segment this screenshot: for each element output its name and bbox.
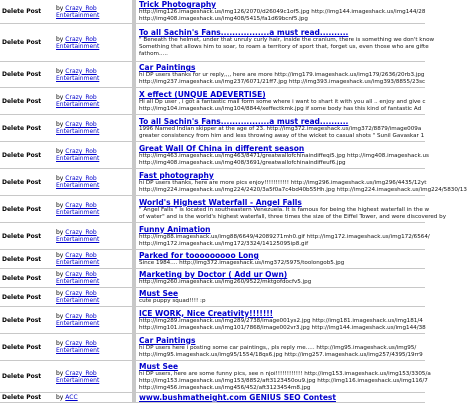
- post-title-link[interactable]: Great Wall Of China in different season: [139, 143, 305, 153]
- post-content: [136, 250, 425, 269]
- post-excerpt: hi DP users, here are some funny pics, see n njoi!!!!!!!!!!!! http://img153.imageshack.us/img153/3305/a: [139, 370, 431, 377]
- post-author: [54, 88, 132, 115]
- forum-link[interactable]: Entertainment: [56, 209, 100, 216]
- post-title-link[interactable]: Car Paintings: [139, 335, 196, 345]
- post-author: [54, 223, 132, 250]
- post-excerpt: http://img260.imageshack.us/img260/9522/mktgofdocfv5.jpg: [139, 279, 312, 285]
- author-link[interactable]: Crazy_Rob: [65, 94, 97, 101]
- post-excerpt: http://img408.imageshack.us/img408/3691/greatwallofchinaindiffeuf6.jpg: [139, 159, 346, 166]
- by-label: by: [56, 67, 64, 75]
- post-row: [0, 250, 425, 269]
- forum-link[interactable]: Entertainment: [56, 297, 100, 304]
- post-excerpt: " Angel Falls " is located in southeastern Venezuela. It is famous for being the highest waterfall in the w: [139, 206, 430, 213]
- delete-post-button[interactable]: Delete Post: [0, 62, 54, 88]
- post-excerpt: " Beneath the helmet, under that unruly curly hair, inside the cranium, there is something we don't know: [139, 36, 435, 43]
- post-excerpt: http://img172.imageshack.us/img172/3324/14125095ip8.gif: [139, 240, 309, 247]
- by-label: by: [56, 229, 64, 236]
- author-link[interactable]: Crazy_Rob: [65, 175, 97, 182]
- by-label: by: [56, 202, 64, 209]
- post-row: [0, 223, 425, 250]
- post-author: [54, 0, 132, 24]
- post-author: [54, 288, 132, 307]
- post-excerpt: http://img463.imageshack.us/img463/8471/greatwallofchinaindiffeqi5.jpg http://img408.imageshack.us: [139, 152, 429, 159]
- post-title-link[interactable]: Must See: [139, 289, 179, 298]
- author-link[interactable]: Crazy_Rob: [65, 4, 97, 12]
- delete-post-button[interactable]: Delete Post: [0, 269, 54, 288]
- author-link[interactable]: Crazy_Rob: [65, 340, 97, 347]
- by-label: by: [56, 35, 64, 43]
- author-link[interactable]: Crazy_Rob: [65, 35, 97, 43]
- post-excerpt: http://img408.imageshack.us/img408/5415/fa1d69bcnf5.jpg: [139, 16, 308, 22]
- forum-link[interactable]: Entertainment: [56, 320, 100, 327]
- by-label: by: [56, 394, 64, 401]
- forum-link[interactable]: Entertainment: [56, 278, 100, 285]
- post-content: [136, 142, 429, 169]
- post-content: [136, 223, 430, 250]
- delete-post-button[interactable]: Delete Post: [0, 142, 54, 169]
- post-author: [54, 196, 132, 223]
- delete-post-button[interactable]: Delete Post: [0, 0, 54, 24]
- post-author: [54, 393, 132, 403]
- author-link[interactable]: ACC: [65, 394, 78, 401]
- delete-post-button[interactable]: Delete Post: [0, 334, 54, 361]
- post-title-link[interactable]: Marketing by Doctor ( Add ur Own): [139, 270, 288, 279]
- post-author: [54, 142, 132, 169]
- by-label: by: [56, 340, 64, 347]
- forum-link[interactable]: Entertainment: [56, 347, 100, 354]
- post-author: [54, 334, 132, 361]
- post-title-link[interactable]: ICE WORK, Nice Creativity!!!!!!!: [139, 308, 274, 318]
- post-row: [0, 115, 425, 142]
- post-excerpt: http://img224.imageshack.us/img224/2420/3a5f0a7c4bd40b55Hh.jpg http://img224.imageshack.us/img224/5830/13: [139, 186, 467, 193]
- delete-post-button[interactable]: Delete Post: [0, 115, 54, 142]
- delete-post-button[interactable]: Delete Post: [0, 223, 54, 250]
- post-title-link[interactable]: Funny Animation: [139, 224, 211, 234]
- post-excerpt: cute puppy squad!!!! :p: [139, 298, 206, 304]
- by-label: by: [56, 290, 64, 297]
- by-label: by: [56, 94, 64, 101]
- delete-post-button[interactable]: Delete Post: [0, 361, 54, 393]
- post-title-link[interactable]: www.bushmatheight.com GENIUS SEO Contest: [139, 393, 336, 402]
- author-link[interactable]: Crazy_Rob: [65, 290, 97, 297]
- post-row: [0, 88, 425, 115]
- post-row: [0, 269, 425, 288]
- by-label: by: [56, 252, 64, 259]
- post-excerpt: Hi all Dp user , i got a fantastic mail form some where i want to shart it with you all .. enjoy and give c: [139, 98, 426, 105]
- post-title-link[interactable]: Parked for tooooooooo Long: [139, 251, 259, 260]
- post-content: [136, 334, 425, 361]
- post-excerpt: http://img101.imageshack.us/img101/7868/image002vr3.jpg http://img144.imageshack.us/img144/38: [139, 324, 426, 331]
- delete-post-button[interactable]: Delete Post: [0, 169, 54, 196]
- post-author: [54, 250, 132, 269]
- post-content: [136, 307, 425, 334]
- forum-link[interactable]: Entertainment: [56, 155, 100, 162]
- post-row: [0, 169, 425, 196]
- post-content: [136, 24, 435, 62]
- forum-link[interactable]: Entertainment: [56, 259, 100, 266]
- post-content: [136, 115, 425, 142]
- post-content: [136, 361, 431, 393]
- post-row: [0, 0, 425, 24]
- post-content: [136, 88, 425, 115]
- post-content: [136, 169, 467, 196]
- post-author: [54, 115, 132, 142]
- post-excerpt: Since 1984.... http://img372.imageshack.us/img372/5975/toolongob5.jpg: [139, 260, 345, 266]
- by-label: by: [56, 121, 64, 128]
- author-link[interactable]: Crazy_Rob: [65, 148, 97, 155]
- delete-post-button[interactable]: Delete Post: [0, 24, 54, 62]
- post-title-link[interactable]: Car Paintings: [139, 63, 196, 72]
- post-title-link[interactable]: X effect (UNQUE ADEVERTISE): [139, 89, 266, 99]
- post-excerpt: http://img88.imageshack.us/img88/6649/42089271mh0.gif http://img172.imageshack.us/img172/6564/: [139, 233, 430, 240]
- post-title-link[interactable]: Trick Photography: [139, 0, 217, 9]
- post-excerpt: hi DP users thanks for ur reply,,,, here are more http://img179.imageshack.us/img179/2636/20rb3.jpg: [139, 72, 425, 78]
- author-link[interactable]: Crazy_Rob: [65, 271, 97, 278]
- forum-link[interactable]: Entertainment: [56, 74, 100, 82]
- post-author: [54, 361, 132, 393]
- post-excerpt: of water" and is the world's highest waterfall, three times the size of the Eiffel Tower, and were discovered by: [139, 213, 447, 220]
- post-excerpt: http://img104.imageshack.us/img104/8844/xeffectkmk.jpg if some body has this kind of fantastic Ad: [139, 105, 422, 112]
- post-excerpt: http://img289.imageshack.us/img289/2738/image001ys2.jpg http://img181.imageshack.us/img181/4: [139, 317, 423, 324]
- post-excerpt: http://img237.imageshack.us/img237/6071/21ff7.jpg http://img393.imageshack.us/img393/8855/23sc: [139, 79, 426, 85]
- by-label: by: [56, 4, 64, 12]
- post-title-link[interactable]: World's Highest Waterfall - Angel Falls: [139, 197, 302, 207]
- delete-post-button[interactable]: Delete Post: [0, 307, 54, 334]
- forum-link[interactable]: Entertainment: [56, 11, 100, 19]
- post-author: [54, 62, 132, 88]
- author-link[interactable]: Crazy_Rob: [65, 202, 97, 209]
- post-row: [0, 196, 425, 223]
- forum-link[interactable]: Entertainment: [56, 42, 100, 50]
- by-label: by: [56, 175, 64, 182]
- post-author: [54, 269, 132, 288]
- author-link[interactable]: Crazy_Rob: [65, 369, 97, 377]
- post-excerpt: http://img95.imageshack.us/img95/1554/18qs6.jpg http://img257.imageshack.us/img257/4395/19rr9: [139, 351, 423, 358]
- by-label: by: [56, 313, 64, 320]
- post-content: [136, 0, 425, 24]
- author-link[interactable]: Crazy_Rob: [65, 67, 97, 75]
- author-link[interactable]: Crazy_Rob: [65, 229, 97, 236]
- post-row: [0, 142, 425, 169]
- delete-post-button[interactable]: Delete Post: [0, 88, 54, 115]
- post-row: [0, 307, 425, 334]
- forum-link[interactable]: Entertainment: [56, 101, 100, 108]
- post-excerpt: greater consistency from him and less throwing away of the wicket to casual shots " Sunil Gavaskar 1: [139, 132, 425, 139]
- post-row: [0, 334, 425, 361]
- post-row: [0, 361, 425, 393]
- post-row: [0, 62, 425, 88]
- post-row: [0, 288, 425, 307]
- post-excerpt: hi DP users here i posting some car paintings,, pls reply me..... http://img95.imageshack.us/img95/: [139, 344, 417, 351]
- delete-post-button[interactable]: Delete Post: [0, 288, 54, 307]
- by-label: by: [56, 148, 64, 155]
- post-excerpt: 1996 Named Indian skipper at the age of 23. http://img372.imageshack.us/img372/8879/image009a: [139, 125, 422, 132]
- post-title-link[interactable]: To all Sachin's Fans.................a must read..........: [139, 27, 349, 37]
- post-title-link[interactable]: Must See: [139, 361, 179, 371]
- post-excerpt: http://img126.imageshack.us/img126/2070/d26049c1of5.jpg http://img144.imageshack.us/img144/28: [139, 9, 426, 15]
- post-content: [136, 196, 447, 223]
- post-author: [54, 169, 132, 196]
- post-excerpt: http://img153.imageshack.us/img153/8852/aft3123450ou9.jpg http://img116.imageshack.us/img116/7: [139, 377, 428, 384]
- post-excerpt: hi DP users thanks, here are more pics enjoy!!!!!!!!!!! http://img296.imageshack.us/img296/4435/12yt: [139, 179, 427, 186]
- delete-post-button[interactable]: Delete Post: [0, 196, 54, 223]
- delete-post-button[interactable]: Delete Post: [0, 250, 54, 269]
- post-excerpt: http://img456.imageshack.us/img456/452/aft3123454m8.jpg: [139, 384, 311, 391]
- post-title-link[interactable]: Fast photography: [139, 170, 214, 180]
- forum-link[interactable]: Entertainment: [56, 376, 100, 384]
- by-label: by: [56, 271, 64, 278]
- post-content: [136, 393, 425, 403]
- forum-link[interactable]: Entertainment: [56, 128, 100, 135]
- post-excerpt: fathom.....: [139, 50, 168, 57]
- post-row: [0, 24, 425, 62]
- post-excerpt: Something that allows him to soar, to roam a territory of sport that, forget us, even those who are gifte: [139, 43, 429, 50]
- delete-post-button[interactable]: Delete Post: [0, 393, 54, 403]
- author-link[interactable]: Crazy_Rob: [65, 252, 97, 259]
- author-link[interactable]: Crazy_Rob: [65, 313, 97, 320]
- post-author: [54, 24, 132, 62]
- post-content: [136, 62, 425, 88]
- author-link[interactable]: Crazy_Rob: [65, 121, 97, 128]
- post-content: [136, 288, 425, 307]
- post-row: [0, 393, 425, 403]
- forum-link[interactable]: Entertainment: [56, 182, 100, 189]
- forum-link[interactable]: Entertainment: [56, 236, 100, 243]
- by-label: by: [56, 369, 64, 377]
- post-author: [54, 307, 132, 334]
- post-title-link[interactable]: To all Sachin's Fans.................a must read..........: [139, 116, 349, 126]
- post-content: [136, 269, 425, 288]
